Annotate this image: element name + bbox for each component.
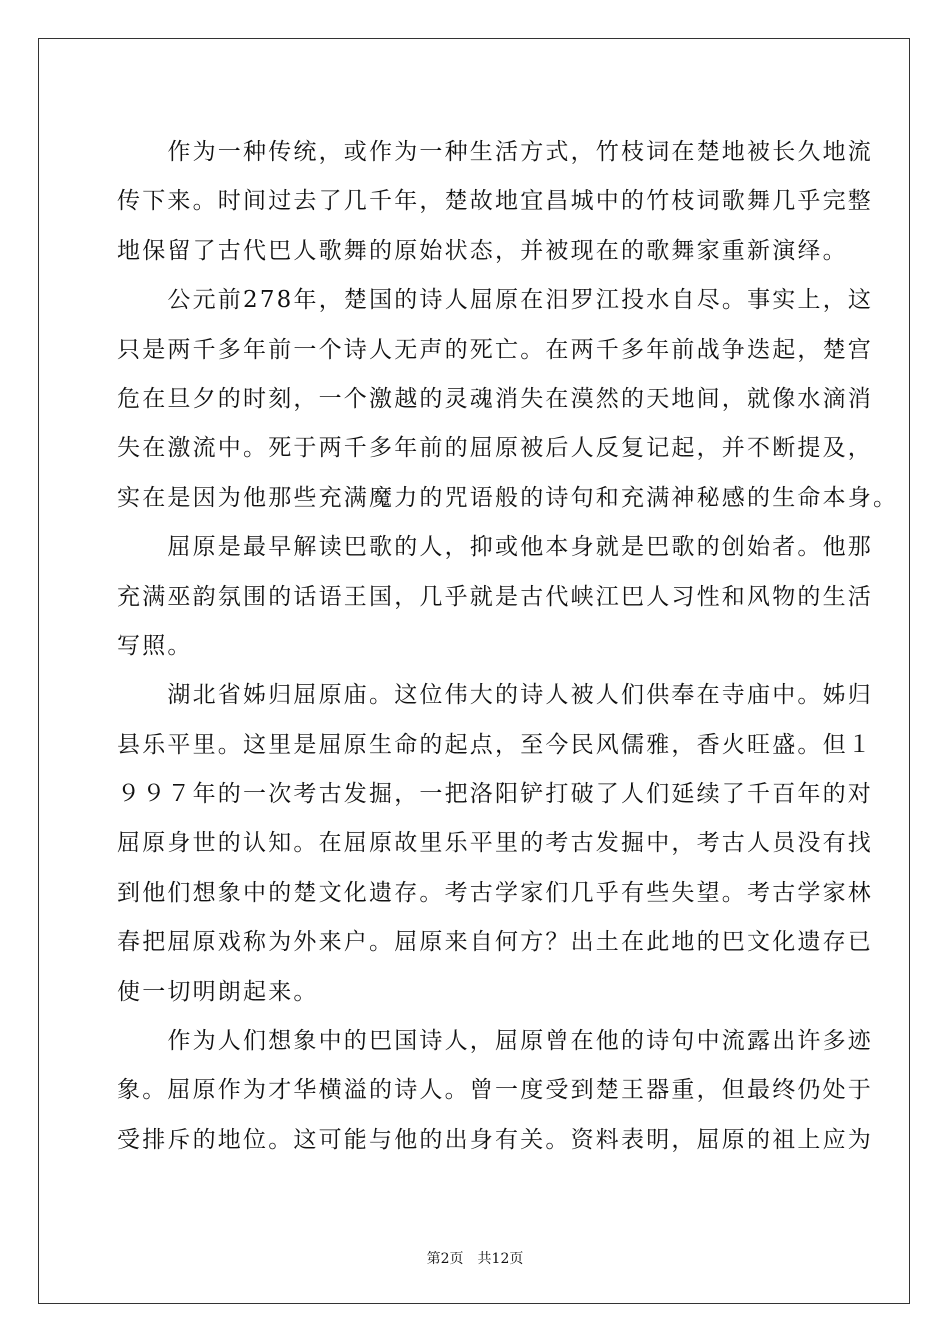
paragraph xyxy=(117,276,899,523)
text-line: 春把屈原戏称为外来户。屈原来自何方？出土在此地的巴文化遗存已 xyxy=(117,929,873,956)
paragraph xyxy=(117,128,873,276)
text-line: 县乐平里。这里是屈原生命的起点，至今民风儒雅，香火旺盛。但１ xyxy=(117,731,873,758)
text-line: 危在旦夕的时刻，一个激越的灵魂消失在漠然的天地间，就像水滴消 xyxy=(117,385,873,412)
paragraph xyxy=(117,671,873,1017)
paragraph xyxy=(117,523,873,671)
text-line: 公元前278年，楚国的诗人屈原在汨罗江投水自尽。事实上，这 xyxy=(117,287,874,314)
text-line: 失在激流中。死于两千多年前的屈原被后人反复记起，并不断提及， xyxy=(117,435,873,462)
text-line: 湖北省姊归屈原庙。这位伟大的诗人被人们供奉在寺庙中。姊归 xyxy=(117,682,873,709)
text-line: 地保留了古代巴人歌舞的原始状态，并被现在的歌舞家重新演绎。 xyxy=(117,237,848,264)
text-line: 写照。 xyxy=(117,632,193,659)
text-line: 实在是因为他那些充满魔力的咒语般的诗句和充满神秘感的生命本身。 xyxy=(117,484,899,511)
text-line: 屈原身世的认知。在屈原故里乐平里的考古发掘中，考古人员没有找 xyxy=(117,830,873,857)
text-line: 象。屈原作为才华横溢的诗人。曾一度受到楚王器重，但最终仍处于 xyxy=(117,1077,873,1104)
text-line: 受排斥的地位。这可能与他的出身有关。资料表明，屈原的祖上应为 xyxy=(117,1126,873,1153)
text-line: 传下来。时间过去了几千年，楚故地宜昌城中的竹枝词歌舞几乎完整 xyxy=(117,188,873,215)
document-body xyxy=(117,128,899,1165)
text-line: 充满巫韵氛围的话语王国，几乎就是古代峡江巴人习性和风物的生活 xyxy=(117,583,873,610)
page-number: 第2页 共12页 xyxy=(426,1251,524,1267)
text-line: 作为人们想象中的巴国诗人，屈原曾在他的诗句中流露出许多迹 xyxy=(117,1028,873,1055)
text-line: 作为一种传统，或作为一种生活方式，竹枝词在楚地被长久地流 xyxy=(117,139,873,165)
text-line: ９９７年的一次考古发掘，一把洛阳铲打破了人们延续了千百年的对 xyxy=(117,781,873,808)
text-line: 只是两千多年前一个诗人无声的死亡。在两千多年前战争迭起，楚宫 xyxy=(117,336,873,363)
text-line: 使一切明朗起来。 xyxy=(117,978,319,1005)
paragraph xyxy=(117,1017,873,1165)
text-line: 到他们想象中的楚文化遗存。考古学家们几乎有些失望。考古学家林 xyxy=(117,879,873,906)
text-line: 屈原是最早解读巴歌的人，抑或他本身就是巴歌的创始者。他那 xyxy=(117,534,873,561)
